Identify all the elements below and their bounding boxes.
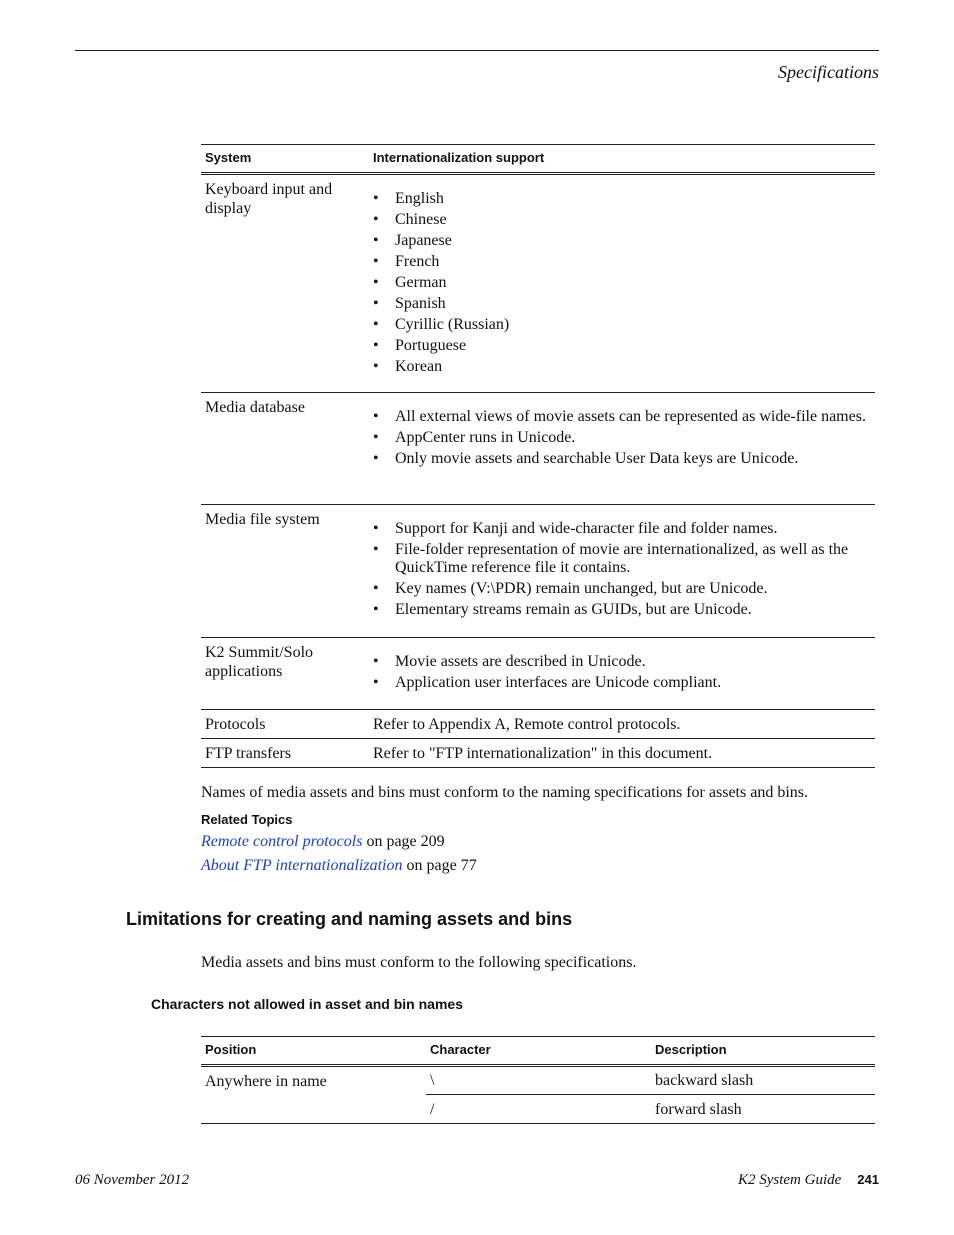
list-item: • German [373, 274, 871, 292]
col-header-intl-support: Internationalization support [373, 150, 545, 165]
footer-guide [738, 1172, 879, 1189]
table-header-row [201, 1037, 875, 1066]
running-header: Specifications [778, 62, 879, 82]
list-item: • Application user interfaces are Unicode compliant. [373, 674, 871, 692]
list-item: • AppCenter runs in Unicode. [373, 429, 871, 447]
system-cell: Media database [205, 399, 305, 416]
list-item: • All external views of movie assets can be represented as wide-file names. [373, 408, 871, 426]
language-list [373, 190, 871, 376]
table-row [201, 710, 875, 739]
table-row [201, 739, 875, 768]
list-item: • Elementary streams remain as GUIDs, but are Unicode. [373, 601, 871, 619]
list-item: • Japanese [373, 232, 871, 250]
feature-list [373, 520, 871, 619]
list-item: • Only movie assets and searchable User Data keys are Unicode. [373, 450, 871, 468]
list-item: • Key names (V:\PDR) remain unchanged, but are Unicode. [373, 580, 871, 598]
intl-support-table [201, 144, 875, 768]
description-cell: forward slash [655, 1100, 742, 1118]
list-item: • English [373, 190, 871, 208]
character-cell: \ [430, 1072, 435, 1089]
character-cell: / [430, 1100, 435, 1118]
system-cell: FTP transfers [205, 744, 292, 762]
list-item: • File-folder representation of movie are internationalized, as well as the QuickTime reference file it contains. [373, 541, 871, 577]
related-topic-1 [201, 832, 445, 851]
list-item: • Spanish [373, 295, 871, 313]
related-topics-title: Related Topics [201, 812, 293, 827]
ftp-internationalization-link[interactable]: About FTP internationalization [201, 857, 403, 874]
header-rule [75, 50, 879, 51]
related-topic-2 [201, 856, 477, 875]
subsection-heading: Characters not allowed in asset and bin names [151, 996, 463, 1012]
page-ref: on page 209 [362, 833, 445, 850]
section-heading: Limitations for creating and naming assets and bins [126, 909, 573, 929]
col-header-character: Character [430, 1042, 491, 1057]
list-item: • Portuguese [373, 337, 871, 355]
col-header-position: Position [205, 1042, 257, 1057]
list-item: • Chinese [373, 211, 871, 229]
list-item: • Support for Kanji and wide-character file and folder names. [373, 520, 871, 538]
system-cell: Media file system [205, 511, 320, 528]
description-cell: backward slash [655, 1072, 754, 1089]
feature-list [373, 408, 871, 468]
table-row [201, 638, 875, 710]
support-cell: Refer to "FTP internationalization" in this document. [373, 744, 713, 762]
footer-date: 06 November 2012 [75, 1172, 190, 1188]
remote-control-protocols-link[interactable]: Remote control protocols [201, 833, 363, 850]
list-item: • Movie assets are described in Unicode. [373, 653, 871, 671]
naming-note: Names of media assets and bins must conform to the naming specifications for assets and bins. [201, 784, 808, 801]
list-item: • French [373, 253, 871, 271]
table-row [201, 174, 875, 393]
position-cell: Anywhere in name [205, 1073, 327, 1090]
guide-title: K2 System Guide [737, 1172, 842, 1188]
page-number: 241 [857, 1172, 879, 1187]
disallowed-characters-table [201, 1036, 875, 1124]
system-cell: K2 Summit/Solo applications [205, 644, 314, 680]
list-item: • Korean [373, 358, 871, 376]
feature-list [373, 653, 871, 692]
section-intro: Media assets and bins must conform to the following specifications. [201, 954, 637, 971]
table-row [201, 505, 875, 638]
col-header-system: System [205, 150, 252, 165]
system-cell: Keyboard input and display [205, 181, 333, 217]
table-row [201, 1066, 875, 1095]
col-header-description: Description [655, 1042, 727, 1057]
table-row [201, 393, 875, 505]
table-header-row [201, 145, 875, 174]
system-cell: Protocols [205, 715, 266, 733]
page-ref: on page 77 [402, 857, 477, 874]
support-cell: Refer to Appendix A, Remote control protocols. [373, 715, 681, 733]
list-item: • Cyrillic (Russian) [373, 316, 871, 334]
